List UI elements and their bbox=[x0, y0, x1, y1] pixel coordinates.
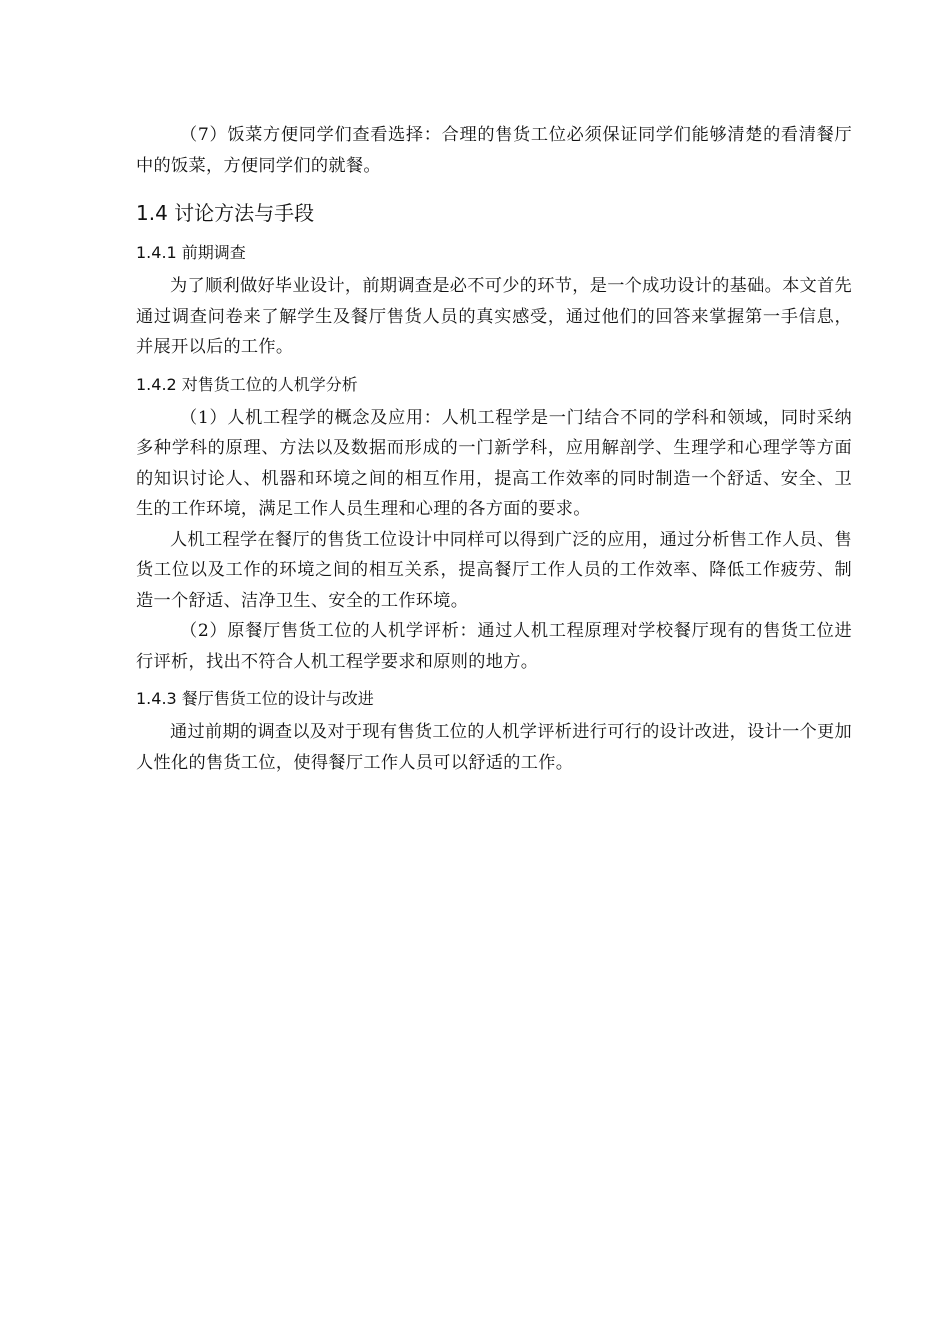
paragraph-design-improvement: 通过前期的调查以及对于现有售货工位的人机学评析进行可行的设计改进，设计一个更加人性化的售货工位，使得餐厅工作人员可以舒适的工作。 bbox=[136, 722, 853, 773]
paragraph-ergonomics-evaluation: （2）原餐厅售货工位的人机学评析：通过人机工程原理对学校餐厅现有的售货工位进行评析，找出不符合人机工程学要求和原则的地方。 bbox=[136, 621, 852, 672]
paragraph-ergonomics-concept: （1）人机工程学的概念及应用：人机工程学是一门结合不同的学科和领域，同时采纳多种学科的原理、方法以及数据而形成的一门新学科，应用解剖学、生理学和心理学等方面的知识讨论人、机器和环境之间的相互作用，提高工作效率的同时制造一个舒适、安全、卫生的工作环境，满足工作人员生理和心理的各方面的要求。 bbox=[136, 407, 852, 519]
paragraph-ergonomics-application: 人机工程学在餐厅的售货工位设计中同样可以得到广泛的应用，通过分析售工作人员、售货工位以及工作的环境之间的相互关系，提高餐厅工作人员的工作效率、降低工作疲劳、制造一个舒适、洁净卫生、安全的工作环境。 bbox=[136, 529, 853, 611]
document-body bbox=[136, 120, 852, 778]
paragraph-item-7: （7）饭菜方便同学们查看选择：合理的售货工位必须保证同学们能够清楚的看清餐厅中的饭菜，方便同学们的就餐。 bbox=[136, 125, 852, 176]
section-heading-1-4: 1.4 讨论方法与手段 bbox=[136, 201, 315, 225]
subsection-heading-1-4-3: 1.4.3 餐厅售货工位的设计与改进 bbox=[136, 689, 374, 708]
subsection-heading-1-4-2: 1.4.2 对售货工位的人机学分析 bbox=[136, 374, 358, 394]
paragraph-preliminary-survey: 为了顺利做好毕业设计，前期调查是必不可少的环节，是一个成功设计的基础。本文首先通过调查问卷来了解学生及餐厅售货人员的真实感受，通过他们的回答来掌握第一手信息，并展开以后的工作。 bbox=[136, 276, 853, 357]
subsection-heading-1-4-1: 1.4.1 前期调查 bbox=[136, 243, 246, 262]
